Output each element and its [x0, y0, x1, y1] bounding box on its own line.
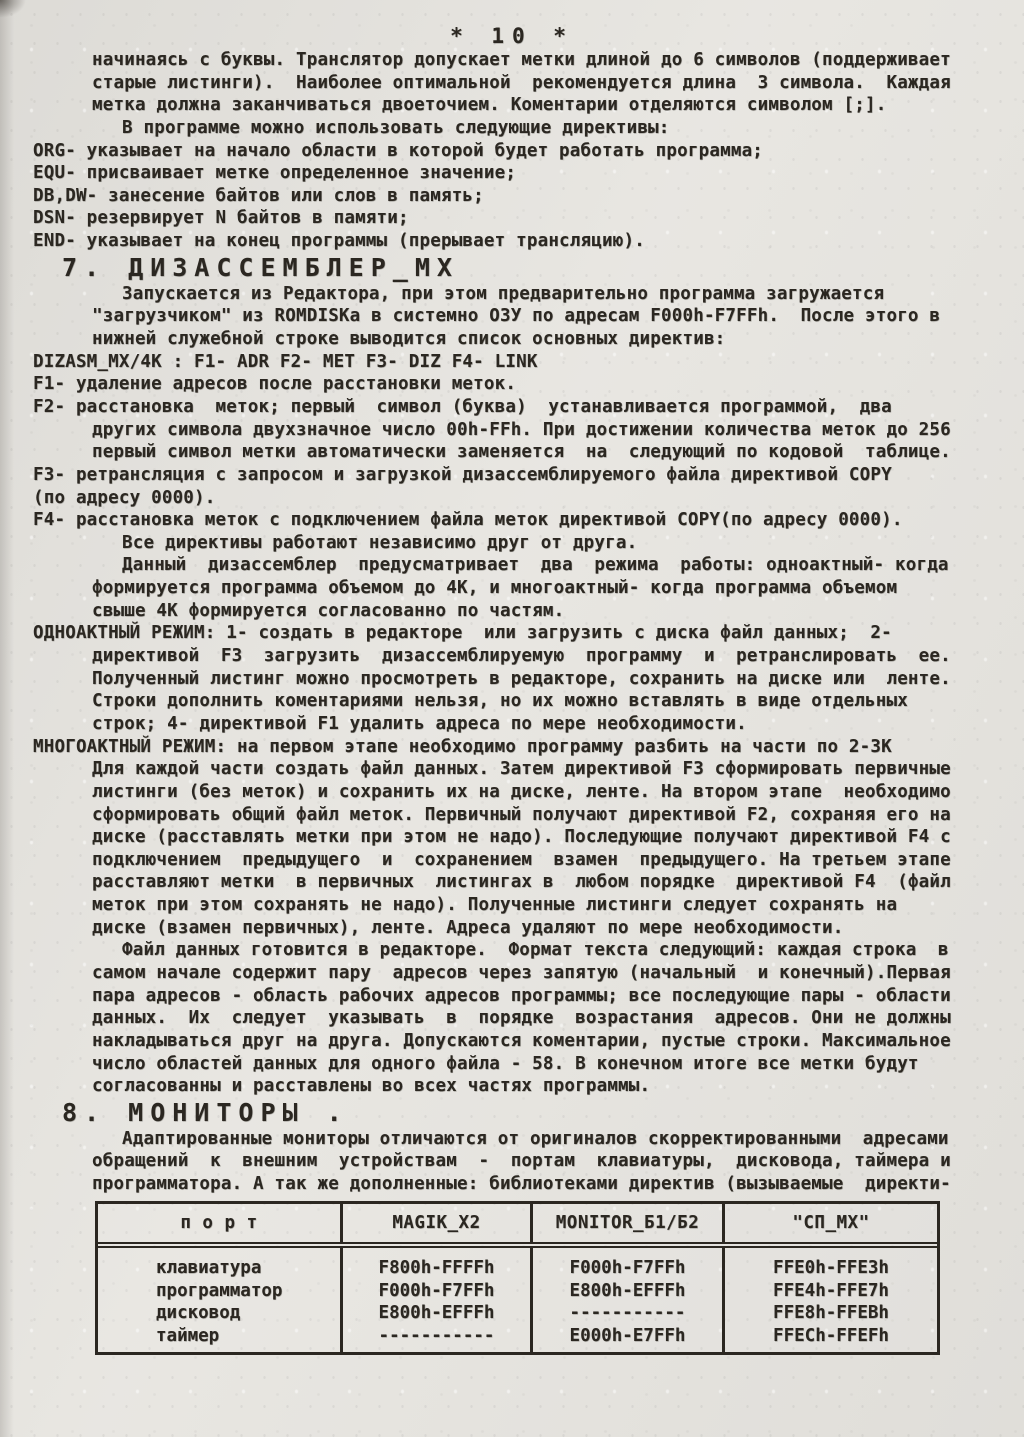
text-line: Адаптированные мониторы отличаются от оригиналов скорректированными адресами	[122, 1128, 949, 1149]
text-line: В программе можно использовать следующие директивы:	[122, 117, 670, 138]
scan-corner-smudge	[0, 0, 26, 18]
text-line: Строки дополнить коментариями нельзя, но их можно вставлять в виде отдельных	[92, 691, 908, 712]
text-line: диске (расставлять метки при этом не надо). Последующие получают директивой F4 с	[92, 827, 951, 848]
text-line: "загрузчиком" из ROMDISKа в системно ОЗУ по адресам F000h-F7FFh. После этого в	[92, 306, 941, 327]
text-line: Запускается из Редактора, при этом предварительно программа загружается	[122, 283, 885, 304]
text-line: Файл данных готовится в редакторе. Формат текста следующий: каждая строка в	[122, 940, 949, 961]
text-line: метка должна заканчиваться двоеточием. Коментарии отделяются символом [;].	[92, 95, 887, 116]
text-line: Все директивы работают независимо друг от друга.	[122, 532, 638, 553]
text-line: данных. Их следует указывать в порядке возрастания адресов. Они не должны	[92, 1008, 951, 1029]
text-line: программатора. А так же дополненные: библиотеками директив (вызываемые директи-	[92, 1174, 951, 1195]
text-line: DB,DW- занесение байтов или слов в память;	[33, 185, 484, 206]
text-line: F2- расстановка меток; первый символ (буква) устанавливается программой, два	[33, 396, 892, 417]
port-name-column	[98, 1248, 343, 1352]
table-cell: -----------	[569, 1303, 686, 1323]
table-cell: FFE0h-FFE3h	[773, 1258, 889, 1278]
text-line: Данный дизассемблер предусматривает два режима работы: одноактный- когда	[122, 555, 949, 576]
table-cell: FFE8h-FFEBh	[773, 1303, 889, 1323]
text-line: Полученный листинг можно просмотреть в редакторе, сохранить на диске или ленте.	[92, 668, 951, 689]
text-line: F3- ретрансляция с запросом и загрузкой дизассемблируемого файла директивой COPY	[33, 464, 892, 485]
table-cell: E800h-EFFFh	[378, 1303, 495, 1323]
table-header-cell: MAGIK_X2	[343, 1204, 533, 1242]
text-line: строк; 4- директивой F1 удалить адреса по мере необходимости.	[92, 713, 747, 734]
text-line: пара адресов - область рабочих адресов программы; все последующие пары - области	[92, 985, 951, 1006]
text-line: F4- расстановка меток с подключением файла меток директивой COPY(по адресу 0000).	[33, 510, 903, 531]
text-line: ОДНОАКТНЫЙ РЕЖИМ: 1- создать в редакторе или загрузить с диска файл данных; 2-	[33, 623, 892, 644]
text-line: директивой F3 загрузить дизассемблируемую программу и ретранслировать ее.	[92, 646, 951, 667]
text-line: (по адресу 0000).	[33, 487, 216, 508]
text-line: листинги (без меток) и сохранить их на диске, ленте. На втором этапе необходимо	[92, 781, 951, 802]
address-range-column	[533, 1248, 725, 1352]
text-line: согласованны и расставлены во всех частях программы.	[92, 1076, 651, 1097]
text-line: первый символ метки автоматически заменяется на следующий по кодовой таблице.	[92, 442, 951, 463]
text-line: других символа двухзначное число 00h-FFh. При достижении количества меток до 256	[92, 419, 951, 440]
table-cell: клавиатура	[156, 1258, 262, 1278]
text-line: обращений к внешним устройствам - портам клавиатуры, дисковода, таймера и	[92, 1151, 951, 1172]
text-line: ORG- указывает на начало области в которой будет работать программа;	[33, 140, 764, 161]
text-line: старые листинги). Наиболее оптимальной рекомендуется длина 3 символа. Каждая	[92, 72, 951, 93]
text-line: подключением предыдущего и сохранением взамен предыдущего. На третьем этапе	[92, 849, 951, 870]
table-cell: F000h-F7FFh	[569, 1258, 686, 1278]
text-line: F1- удаление адресов после расстановки меток.	[33, 374, 517, 395]
table-cell: дисковод	[156, 1303, 241, 1323]
table-cell: FFECh-FFEFh	[773, 1325, 889, 1346]
table-header-row	[98, 1204, 937, 1248]
text-line: EQU- присваивает метке определенное значение;	[33, 163, 517, 184]
text-line: DIZASM_MX/4K : F1- ADR F2- MET F3- DIZ F4- LINK	[33, 351, 538, 372]
text-line: накладываться друг на друга. Допускаются коментарии, пустые строки. Максимальное	[92, 1030, 951, 1051]
text-line: нижней служебной строке выводится список основных директив:	[92, 329, 726, 350]
section-heading: 7. ДИЗАССЕМБЛЕР_MX	[62, 252, 459, 282]
table-cell: FFE4h-FFE7h	[773, 1280, 889, 1301]
text-line: начинаясь с буквы. Транслятор допускает метки длиной до 6 символов (поддерживает	[92, 50, 951, 70]
text-line: формируется программа объемом до 4К, и многоактный- когда программа объемом	[92, 578, 898, 599]
table-cell: таймер	[156, 1325, 220, 1346]
text-line: DSN- резервирует N байтов в памяти;	[33, 208, 409, 229]
text-line: число областей данных для одного файла - 58. В конечном итоге все метки будут	[92, 1053, 919, 1074]
text-line: диске (взамен первичных), ленте. Адреса удаляют по мере необходимости.	[92, 917, 844, 938]
text-line: свыше 4К формируется согласованно по частям.	[92, 600, 565, 621]
address-range-column	[343, 1248, 533, 1352]
text-line: самом начале содержит пару адресов через запятую (начальный и конечный).Первая	[92, 962, 951, 983]
table-header-cell: п о р т	[98, 1204, 343, 1242]
text-line: END- указывает на конец программы (прерывает трансляцию).	[33, 231, 645, 252]
table-cell: программатор	[156, 1280, 283, 1301]
table-cell: -----------	[378, 1325, 495, 1346]
table-cell: E800h-EFFFh	[569, 1280, 686, 1301]
table-header-cell: "СП_MX"	[792, 1213, 870, 1233]
table-cell: F800h-FFFFh	[378, 1258, 495, 1278]
table-cell: F000h-F7FFh	[378, 1280, 495, 1301]
section-heading: 8. МОНИТОРЫ .	[62, 1097, 349, 1127]
page-number: * 10 *	[450, 24, 574, 48]
table-header-cell: MONITOR_Б1/Б2	[533, 1204, 725, 1242]
monitor-ports-table	[95, 1201, 940, 1355]
text-line: Для каждой части создать файл данных. Затем директивой F3 сформировать первичные	[92, 759, 951, 780]
text-line: МНОГОАКТНЫЙ РЕЖИМ: на первом этапе необходимо программу разбить на части по 2-3К	[33, 736, 892, 757]
document-text	[0, 49, 1024, 1196]
text-line: сформировать общий файл меток. Первичный получают директивой F2, сохраняя его на	[92, 804, 951, 825]
table-body	[98, 1248, 937, 1352]
text-line: расставляют метки в первичных листингах в любом порядке директивой F4 (файл	[92, 872, 951, 893]
address-range-column	[725, 1248, 937, 1352]
table-cell: E000h-E7FFh	[569, 1325, 686, 1346]
text-line: меток при этом сохранять не надо). Полученные листинги следует сохранять на	[92, 895, 898, 916]
